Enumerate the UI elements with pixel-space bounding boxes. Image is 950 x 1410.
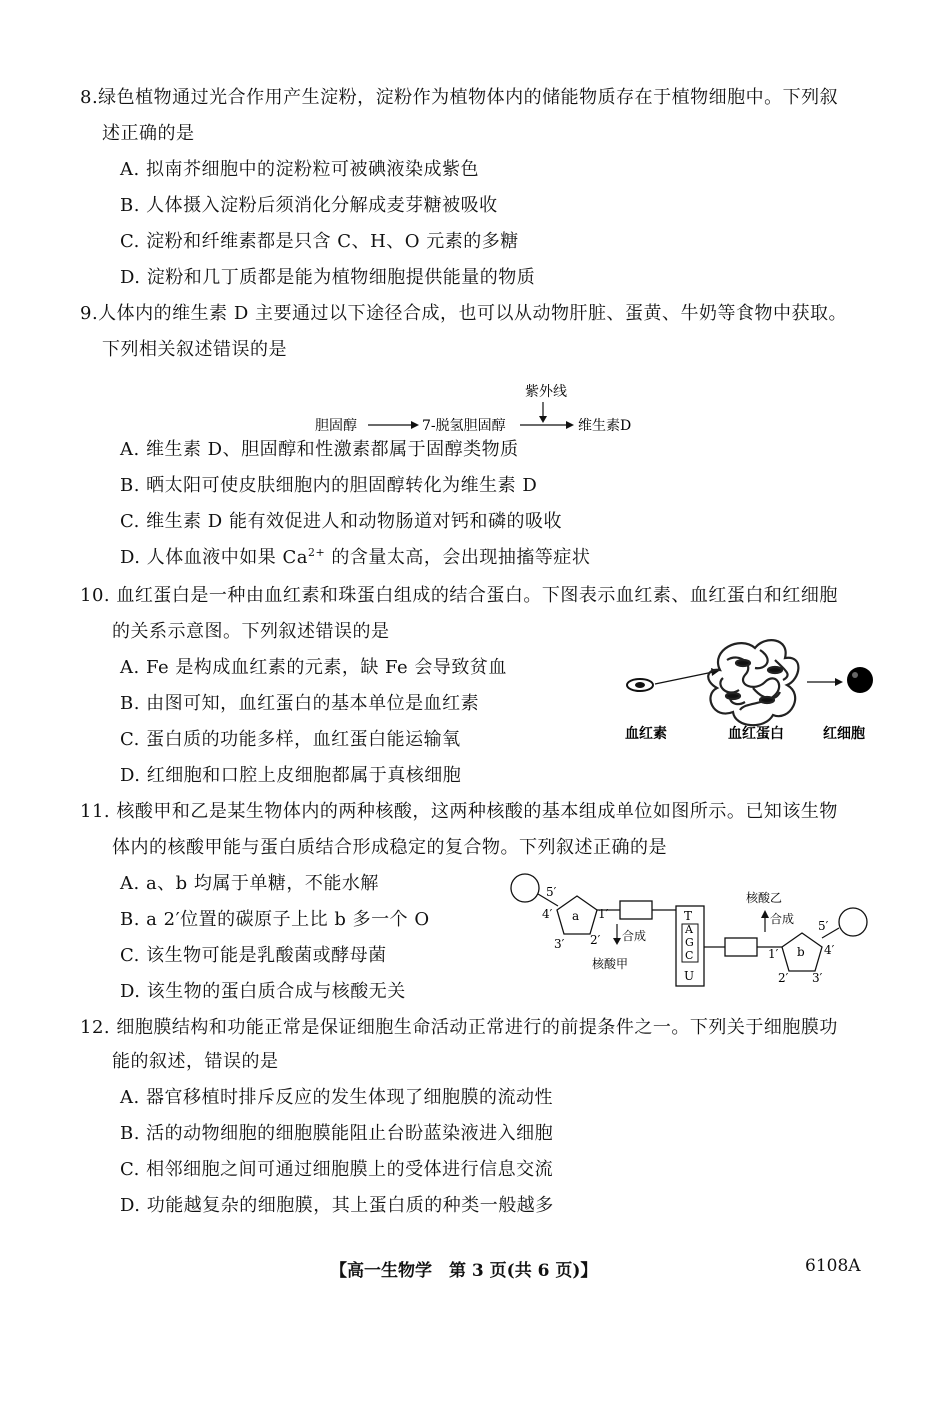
- heme-icon: [627, 679, 653, 691]
- q8-option-a: A. 拟南芥细胞中的淀粉粒可被碘液染成紫色: [120, 159, 479, 180]
- phosphate-b-icon: [839, 908, 867, 936]
- heme-arrow: [655, 672, 713, 684]
- base-u: U: [684, 969, 695, 983]
- uv-arrow-head: [539, 416, 547, 423]
- a-pos-3: 3′: [554, 937, 565, 951]
- cholesterol-label: 胆固醇: [315, 418, 357, 434]
- q10-stem-line2: 的关系示意图。下列叙述错误的是: [112, 621, 390, 642]
- q10-hemoglobin-figure: [615, 630, 885, 750]
- q11-option-a: A. a、b 均属于单糖，不能水解: [120, 873, 379, 894]
- q9-option-d-pre: D. 人体血液中如果 Ca: [120, 547, 308, 568]
- base-b-box: [725, 938, 757, 956]
- q8-option-d: D. 淀粉和几丁质都是能为植物细胞提供能量的物质: [120, 267, 536, 288]
- q11-option-b: B. a 2′位置的碳原子上比 b 多一个 O: [120, 909, 430, 930]
- q10-option-c: C. 蛋白质的功能多样，血红蛋白能运输氧: [120, 729, 461, 750]
- synthesis-arrow-jia-head: [613, 938, 621, 945]
- q11-nucleotide-figure: [500, 868, 880, 988]
- q9-option-a: A. 维生素 D、胆固醇和性激素都属于固醇类物质: [120, 439, 519, 460]
- nucleic-yi-label: 核酸乙: [746, 891, 783, 905]
- synthesis-yi-label: 合成: [770, 912, 795, 926]
- q12-stem-line2: 能的叙述，错误的是: [112, 1051, 279, 1072]
- red-blood-cell-icon: [847, 667, 873, 693]
- vitamin-d-label: 维生素D: [578, 418, 632, 434]
- q10-stem-line1: 10. 血红蛋白是一种由血红素和珠蛋白组成的结合蛋白。下图表示血红素、血红蛋白和红细胞: [80, 585, 838, 606]
- q11-option-d: D. 该生物的蛋白质合成与核酸无关: [120, 981, 406, 1002]
- page-footer: 【高一生物学 第 3 页(共 6 页)】: [330, 1261, 598, 1281]
- q8-stem-line2: 述正确的是: [102, 123, 195, 144]
- heme-label: 血红素: [625, 726, 667, 742]
- b-pos-1: 1′: [768, 947, 779, 961]
- q9-stem-line2: 下列相关叙述错误的是: [102, 339, 287, 360]
- sugar-b-label: b: [797, 945, 805, 959]
- sugar-a-label: a: [572, 909, 580, 923]
- q8-option-c: C. 淀粉和纤维素都是只含 C、H、O 元素的多糖: [120, 231, 519, 252]
- phosphate-a-icon: [511, 874, 539, 902]
- red-blood-cell-label: 红细胞: [823, 726, 865, 742]
- q9-vitamin-d-pathway-diagram: [310, 378, 650, 438]
- a-pos-4: 4′: [542, 907, 553, 921]
- paper-code: 6108A: [805, 1256, 861, 1276]
- q9-option-d-post: 的含量太高，会出现抽搐等症状: [325, 547, 591, 568]
- uv-label: 紫外线: [525, 384, 567, 400]
- pathway-arrow-2-head: [566, 421, 574, 429]
- q9-stem-line1: 9.人体内的维生素 D 主要通过以下途径合成，也可以从动物肝脏、蛋黄、牛奶等食物中获取。: [80, 303, 848, 324]
- nucleic-jia-label: 核酸甲: [592, 957, 629, 971]
- b-pos-5: 5′: [818, 919, 829, 933]
- base-c: C: [685, 949, 694, 962]
- synthesis-arrow-yi-head: [761, 910, 769, 918]
- q9-option-d-sup: 2+: [307, 546, 326, 559]
- base-a-box: [620, 901, 652, 919]
- a-pos-5: 5′: [546, 885, 557, 899]
- q11-stem-line2: 体内的核酸甲能与蛋白质结合形成稳定的复合物。下列叙述正确的是: [112, 837, 667, 858]
- q9-option-b: B. 晒太阳可使皮肤细胞内的胆固醇转化为维生素 D: [120, 475, 538, 496]
- b-pos-2: 2′: [778, 971, 789, 985]
- q9-option-c: C. 维生素 D 能有效促进人和动物肠道对钙和磷的吸收: [120, 511, 562, 532]
- a-pos-1: 1′: [598, 907, 609, 921]
- q11-option-c: C. 该生物可能是乳酸菌或酵母菌: [120, 945, 387, 966]
- q10-option-b: B. 由图可知，血红蛋白的基本单位是血红素: [120, 693, 480, 714]
- q12-option-a: A. 器官移植时排斥反应的发生体现了细胞膜的流动性: [120, 1087, 553, 1108]
- pathway-arrow-1-head: [411, 421, 419, 429]
- q12-option-b: B. 活的动物细胞的细胞膜能阻止台盼蓝染液进入细胞: [120, 1123, 554, 1144]
- q11-stem-line1: 11. 核酸甲和乙是某生物体内的两种核酸，这两种核酸的基本组成单位如图所示。已知该生物: [80, 801, 838, 822]
- b-pos-4: 4′: [824, 943, 835, 957]
- base-g: G: [685, 936, 694, 949]
- q12-option-d: D. 功能越复杂的细胞膜，其上蛋白质的种类一般越多: [120, 1195, 554, 1216]
- q10-option-a: A. Fe 是构成血红素的元素，缺 Fe 会导致贫血: [120, 657, 507, 678]
- synthesis-jia-label: 合成: [622, 929, 647, 943]
- q9-option-d: [120, 546, 590, 570]
- hemoglobin-arrow-head: [835, 678, 843, 686]
- red-blood-cell-highlight: [852, 672, 858, 678]
- hemoglobin-label: 血红蛋白: [728, 726, 784, 742]
- q8-stem-line1: 8.绿色植物通过光合作用产生淀粉，淀粉作为植物体内的储能物质存在于植物细胞中。下列叙: [80, 87, 839, 108]
- base-t: T: [684, 909, 693, 923]
- q12-option-c: C. 相邻细胞之间可通过细胞膜上的受体进行信息交流: [120, 1159, 554, 1180]
- base-a: A: [685, 923, 693, 936]
- q8-option-b: B. 人体摄入淀粉后须消化分解成麦芽糖被吸收: [120, 195, 498, 216]
- q10-option-d: D. 红细胞和口腔上皮细胞都属于真核细胞: [120, 765, 462, 786]
- a-pos-2: 2′: [590, 933, 601, 947]
- b-pos-3: 3′: [812, 971, 823, 985]
- hemoglobin-icon: [708, 640, 798, 725]
- q12-stem-line1: 12. 细胞膜结构和功能正常是保证细胞生命活动正常进行的前提条件之一。下列关于细胞膜功: [80, 1017, 838, 1038]
- 7-dehydrocholesterol-label: 7-脱氢胆固醇: [422, 418, 506, 434]
